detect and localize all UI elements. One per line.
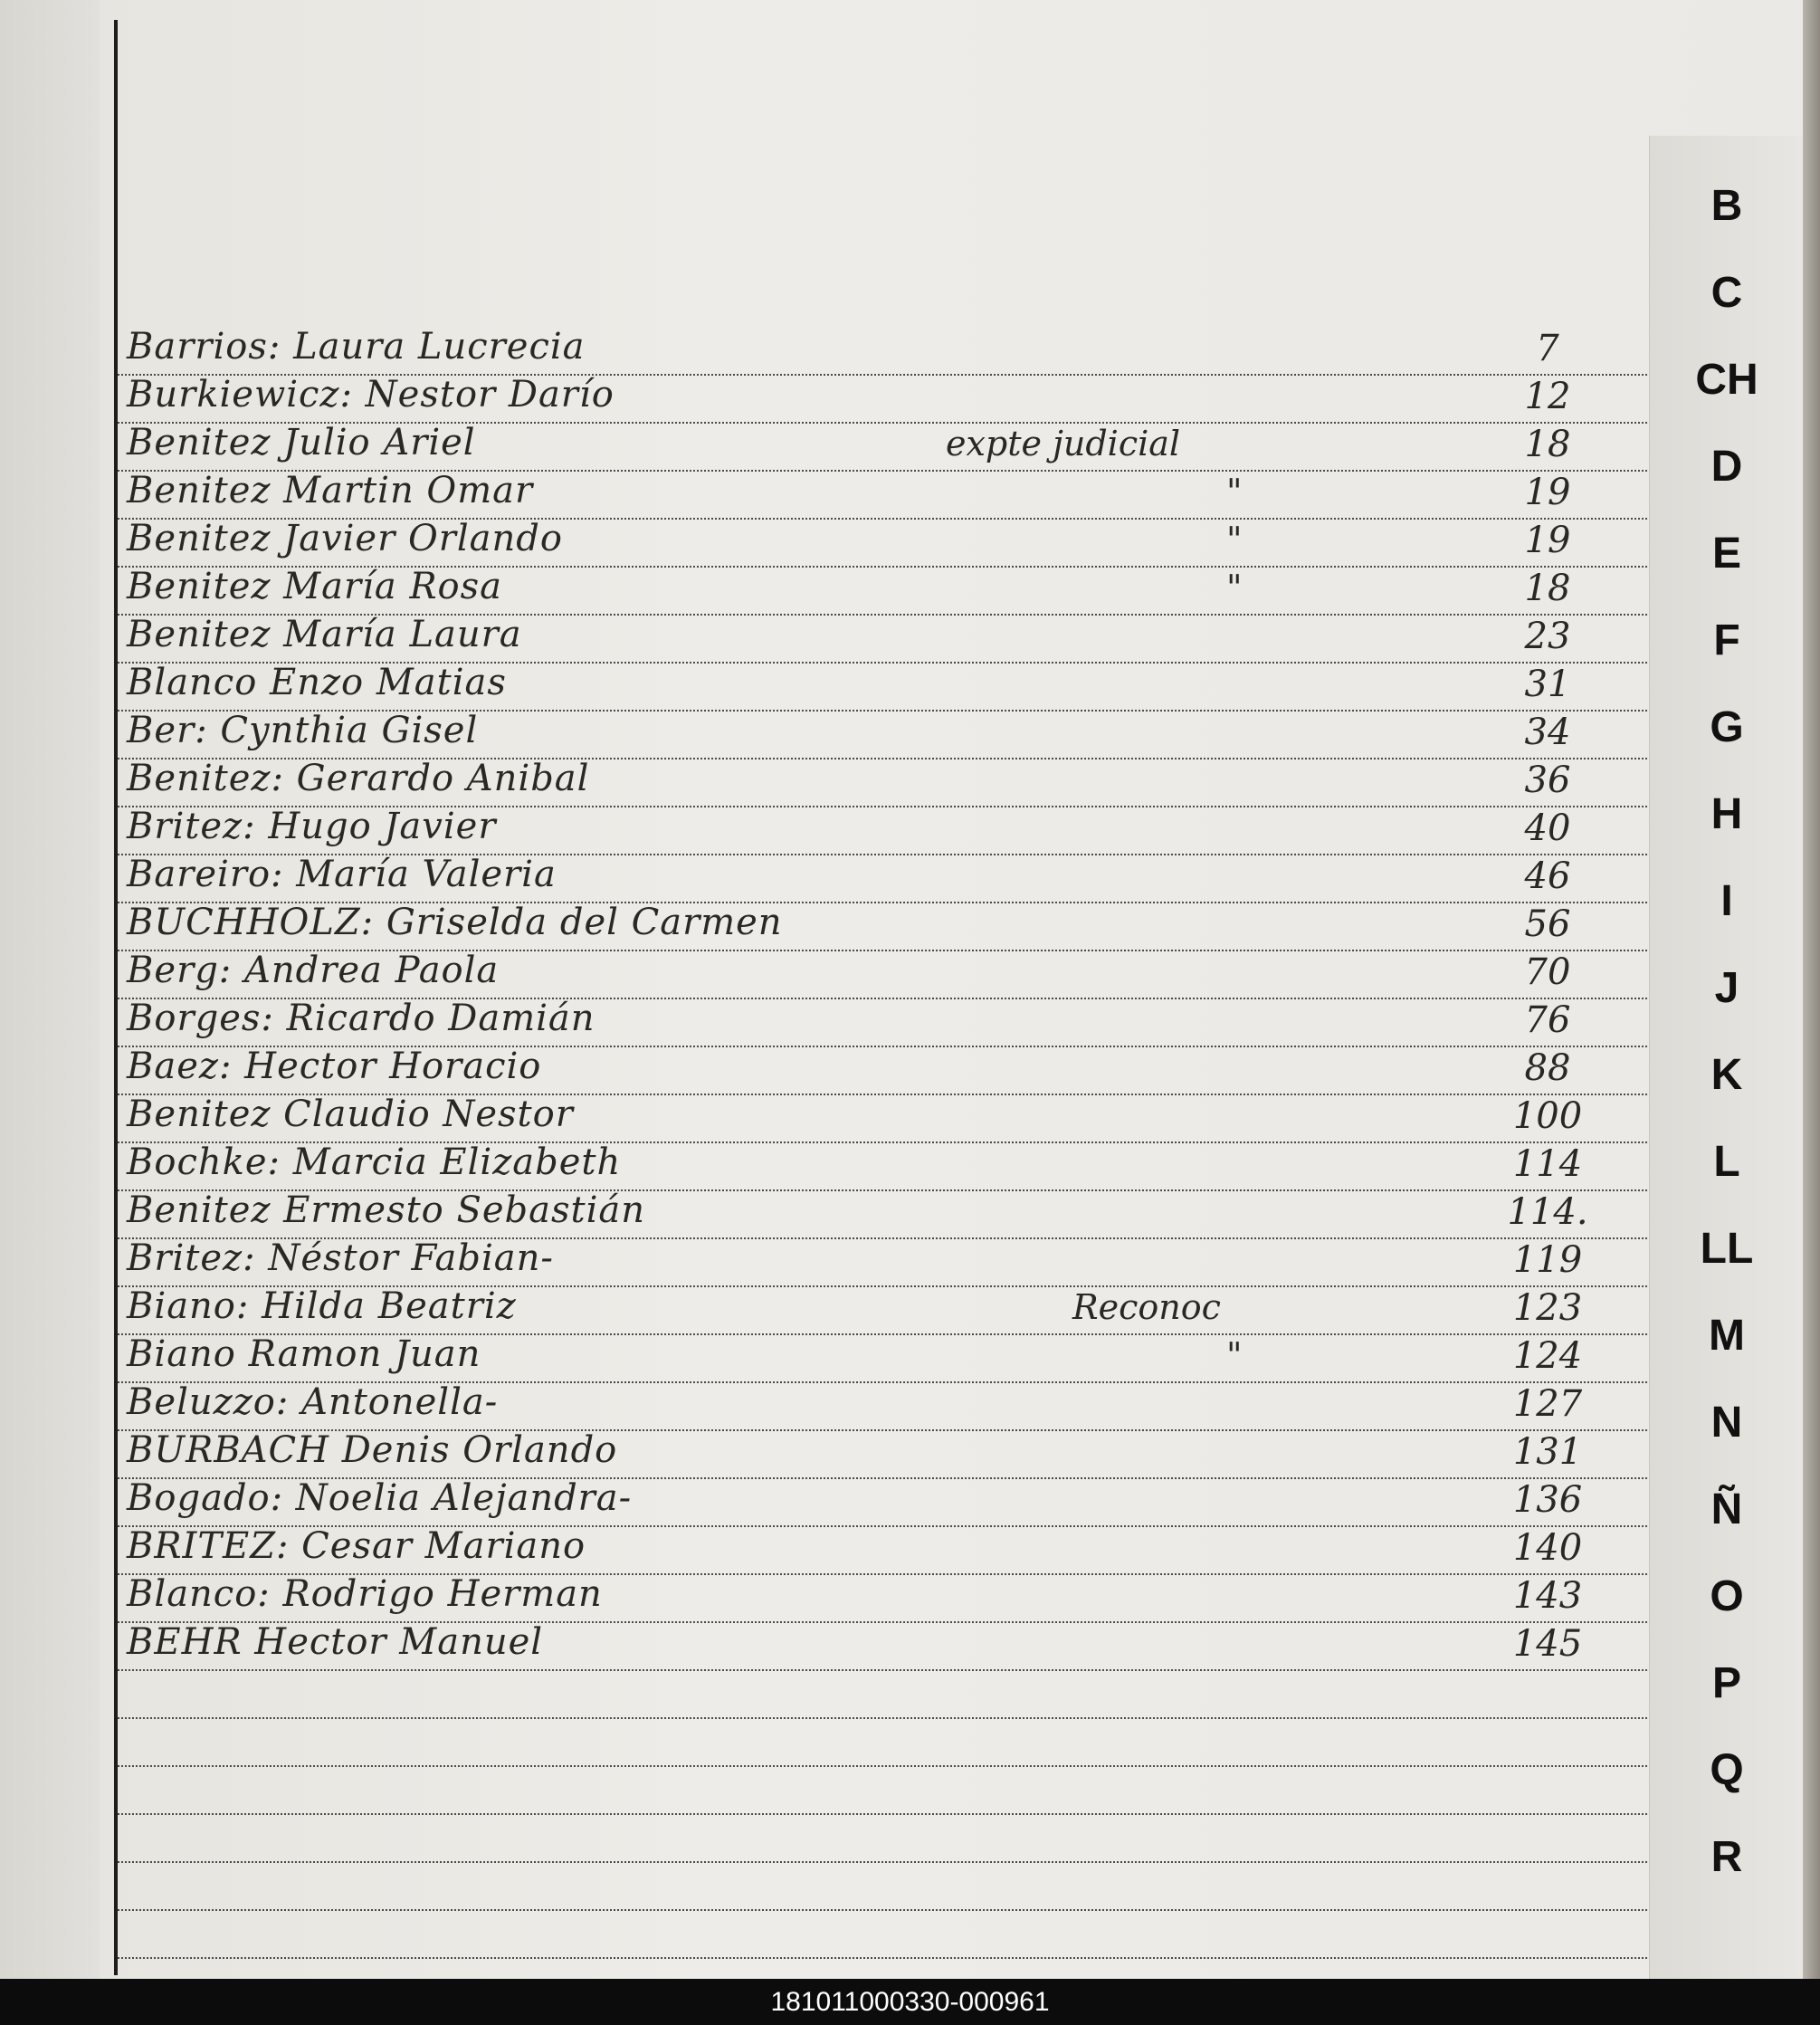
- index-tab[interactable]: CH: [1695, 356, 1758, 404]
- index-entry: [118, 422, 1647, 469]
- entry-page-number: 114: [1512, 1143, 1583, 1185]
- index-entry: [118, 1573, 1647, 1620]
- entry-name: Biano: Hilda Beatriz: [127, 1285, 517, 1327]
- entry-name: Britez: Hugo Javier: [127, 806, 497, 847]
- index-entry: [118, 326, 1647, 373]
- index-entry: [118, 1094, 1647, 1141]
- entry-name: Bareiro: María Valeria: [127, 854, 557, 895]
- entry-name: Burkiewicz: Nestor Darío: [127, 374, 615, 416]
- index-tab[interactable]: O: [1710, 1572, 1744, 1620]
- entry-name: Borges: Ricardo Damián: [127, 998, 596, 1039]
- entry-page-number: 40: [1524, 807, 1571, 849]
- ruled-line: [118, 1909, 1647, 1911]
- entry-page-number: 18: [1524, 424, 1571, 465]
- entry-name: Berg: Andrea Paola: [127, 950, 500, 991]
- ruled-line: [118, 1717, 1647, 1719]
- entry-page-number: 31: [1524, 664, 1571, 705]
- entry-page-number: 119: [1512, 1239, 1583, 1281]
- entry-page-number: 36: [1524, 759, 1571, 801]
- ruled-line: [118, 1861, 1647, 1863]
- index-tab[interactable]: G: [1710, 703, 1744, 751]
- entry-page-number: 140: [1512, 1527, 1583, 1569]
- entry-name: Barrios: Laura Lucrecia: [127, 326, 586, 368]
- index-tab[interactable]: F: [1713, 616, 1740, 664]
- entry-name: Baez: Hector Horacio: [127, 1046, 542, 1087]
- index-entry: [118, 1285, 1647, 1332]
- entry-name: Benitez Martin Omar: [127, 470, 534, 511]
- entry-name: Benitez María Laura: [127, 614, 522, 655]
- index-entry: [118, 950, 1647, 997]
- ruled-line: [118, 1669, 1647, 1671]
- ruled-line: [118, 1813, 1647, 1815]
- entry-name: Benitez Claudio Nestor: [127, 1094, 574, 1135]
- index-entry: [118, 1525, 1647, 1572]
- index-entry: [118, 1477, 1647, 1524]
- index-entry: [118, 1141, 1647, 1189]
- index-tab[interactable]: L: [1713, 1138, 1740, 1186]
- entry-name: Benitez Javier Orlando: [127, 518, 563, 559]
- page-edge: [1803, 0, 1820, 1979]
- entry-page-number: 143: [1512, 1575, 1583, 1617]
- entry-name: BRITEZ: Cesar Mariano: [127, 1525, 586, 1567]
- entry-name: Ber: Cynthia Gisel: [127, 710, 479, 751]
- index-tab[interactable]: Ñ: [1710, 1485, 1743, 1533]
- index-tab[interactable]: LL: [1700, 1225, 1754, 1273]
- index-entry: [118, 1429, 1647, 1476]
- index-entry: [118, 902, 1647, 949]
- entry-page-number: 46: [1524, 855, 1571, 897]
- index-entry: [118, 1046, 1647, 1093]
- entry-page-number: 56: [1524, 903, 1571, 945]
- entry-note: ": [1226, 568, 1243, 607]
- entry-page-number: 18: [1524, 568, 1571, 609]
- index-tab[interactable]: I: [1720, 877, 1733, 925]
- entry-page-number: 76: [1524, 999, 1571, 1041]
- index-entry: [118, 614, 1647, 661]
- index-entry: [118, 998, 1647, 1045]
- entry-page-number: 127: [1512, 1383, 1583, 1425]
- entry-note: ": [1226, 472, 1243, 511]
- entry-page-number: 19: [1524, 472, 1571, 513]
- index-entry: [118, 518, 1647, 565]
- index-entry: [118, 1237, 1647, 1285]
- entry-note: expte judicial: [946, 424, 1181, 463]
- document-id-footer: 181011000330-000961: [0, 1979, 1820, 2025]
- ruled-line: [118, 1765, 1647, 1767]
- entry-page-number: 124: [1512, 1335, 1583, 1377]
- page-left-strip: [0, 0, 100, 1979]
- entry-name: Benitez: Gerardo Anibal: [127, 758, 590, 799]
- index-tab[interactable]: K: [1710, 1051, 1743, 1099]
- entry-name: Blanco Enzo Matias: [127, 662, 507, 703]
- entry-name: BEHR Hector Manuel: [127, 1621, 544, 1663]
- index-tab[interactable]: N: [1710, 1399, 1743, 1447]
- entry-page-number: 100: [1512, 1095, 1583, 1137]
- entry-page-number: 145: [1512, 1623, 1583, 1665]
- entry-name: Bogado: Noelia Alejandra-: [127, 1477, 633, 1519]
- index-entry: [118, 1621, 1647, 1668]
- index-entry: [118, 710, 1647, 757]
- ruled-lines: [118, 308, 1647, 1982]
- index-tab[interactable]: M: [1709, 1312, 1745, 1360]
- entry-page-number: 23: [1524, 616, 1571, 657]
- entry-page-number: 123: [1512, 1287, 1583, 1329]
- entry-note: ": [1226, 520, 1243, 559]
- entry-name: Blanco: Rodrigo Herman: [127, 1573, 603, 1615]
- entry-name: Bochke: Marcia Elizabeth: [127, 1141, 622, 1183]
- entry-name: Benitez Julio Ariel: [127, 422, 476, 463]
- entry-page-number: 131: [1512, 1431, 1583, 1473]
- entry-page-number: 19: [1524, 520, 1571, 561]
- entry-page-number: 70: [1524, 951, 1571, 993]
- alphabet-index-tabs: [1649, 136, 1804, 1979]
- entry-name: Beluzzo: Antonella-: [127, 1381, 499, 1423]
- entry-name: Biano Ramon Juan: [127, 1333, 481, 1375]
- index-tab[interactable]: P: [1711, 1659, 1741, 1707]
- index-entry: [118, 806, 1647, 853]
- entry-name: Britez: Néstor Fabian-: [127, 1237, 554, 1279]
- entry-page-number: 114.: [1507, 1191, 1588, 1233]
- entry-name: Benitez Ermesto Sebastián: [127, 1189, 646, 1231]
- index-tab[interactable]: H: [1710, 790, 1743, 838]
- index-entry: [118, 374, 1647, 421]
- ruled-line: [118, 1957, 1647, 1959]
- index-entry: [118, 758, 1647, 805]
- entry-name: BUCHHOLZ: Griselda del Carmen: [127, 902, 783, 943]
- index-entry: [118, 854, 1647, 901]
- index-tab[interactable]: B: [1710, 182, 1743, 230]
- index-entry: [118, 1381, 1647, 1428]
- entry-note: Reconoc: [1072, 1287, 1221, 1327]
- index-tab[interactable]: D: [1710, 443, 1743, 491]
- index-entry: [118, 662, 1647, 709]
- index-tab[interactable]: E: [1711, 530, 1741, 578]
- index-entry: [118, 1189, 1647, 1237]
- index-tab[interactable]: C: [1710, 269, 1743, 317]
- index-tab[interactable]: R: [1710, 1833, 1743, 1881]
- index-entry: [118, 470, 1647, 517]
- entry-name: BURBACH Denis Orlando: [127, 1429, 618, 1471]
- entry-name: Benitez María Rosa: [127, 566, 503, 607]
- entry-page-number: 7: [1536, 328, 1559, 369]
- entry-page-number: 136: [1512, 1479, 1583, 1521]
- index-tab[interactable]: J: [1714, 964, 1739, 1012]
- index-tab[interactable]: Q: [1710, 1746, 1744, 1794]
- entry-note: ": [1226, 1335, 1243, 1375]
- entry-page-number: 12: [1524, 376, 1571, 417]
- entry-page-number: 88: [1524, 1047, 1571, 1089]
- index-entry: [118, 1333, 1647, 1380]
- entry-page-number: 34: [1524, 712, 1571, 753]
- index-entry: [118, 566, 1647, 613]
